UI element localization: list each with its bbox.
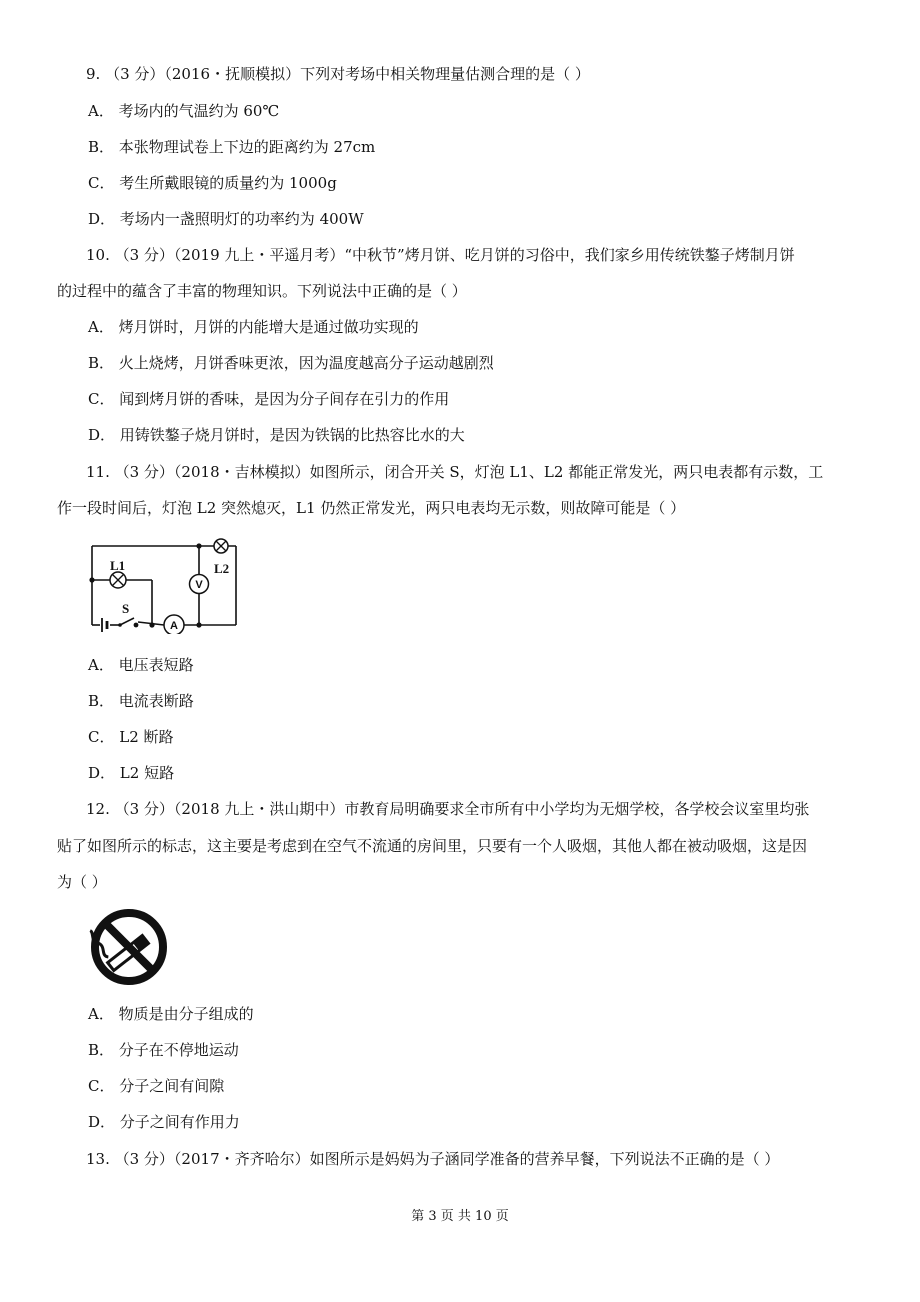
voltmeter-icon (190, 575, 209, 594)
question-10-stem-cont: 的过程中的蕴含了丰富的物理知识。下列说法中正确的是（ ） (57, 282, 467, 300)
voltmeter-label: V (195, 579, 203, 591)
question-10-option-c[interactable]: C． 闻到烤月饼的香味，是因为分子间存在引力的作用 (88, 390, 450, 408)
question-11-option-c[interactable]: C． L2 断路 (88, 728, 174, 746)
question-9-option-a[interactable]: A． 考场内的气温约为 60℃ (88, 102, 280, 120)
question-13-stem: 13. （3 分）（2017・齐齐哈尔）如图所示是妈妈为子涵同学准备的营养早餐，下列说法不正确的是（ ） (86, 1150, 780, 1168)
lamp-l2-icon (214, 539, 228, 553)
no-smoking-icon (89, 907, 169, 987)
question-12-option-c[interactable]: C． 分子之间有间隙 (88, 1077, 225, 1095)
circuit-diagram (86, 538, 242, 634)
question-12-option-b[interactable]: B． 分子在不停地运动 (88, 1041, 239, 1059)
page-footer: 第 3 页 共 10 页 (411, 1209, 509, 1224)
question-11-stem: 11. （3 分）（2018・吉林模拟）如图所示，闭合开关 S，灯泡 L1、L2 都能正常发光，两只电表都有示数，工 (86, 463, 824, 481)
question-9-option-b[interactable]: B． 本张物理试卷上下边的距离约为 27cm (88, 138, 376, 156)
question-10-option-b[interactable]: B． 火上烧烤，月饼香味更浓，因为温度越高分子运动越剧烈 (88, 354, 494, 372)
question-9-option-d[interactable]: D． 考场内一盏照明灯的功率约为 400W (88, 210, 364, 228)
question-9-stem: 9. （3 分）（2016・抚顺模拟）下列对考场中相关物理量估测合理的是（ ） (86, 65, 590, 83)
question-11-option-b[interactable]: B． 电流表断路 (88, 692, 194, 710)
ammeter-icon (164, 615, 184, 634)
question-9-option-c[interactable]: C． 考生所戴眼镜的质量约为 1000g (88, 174, 337, 192)
question-12-stem: 12. （3 分）（2018 九上・洪山期中）市教育局明确要求全市所有中小学均为无烟学校，各学校会议室里均张 (86, 800, 810, 818)
question-11-option-a[interactable]: A． 电压表短路 (88, 656, 194, 674)
question-11-option-d[interactable]: D． L2 短路 (88, 764, 175, 782)
question-11-stem-cont: 作一段时间后，灯泡 L2 突然熄灭，L1 仍然正常发光，两只电表均无示数，则故障可能是（ ） (57, 499, 686, 517)
question-12-option-d[interactable]: D． 分子之间有作用力 (88, 1113, 240, 1131)
switch-label: S (122, 601, 130, 616)
lamp-l1-icon (110, 572, 126, 588)
question-12-stem-cont: 贴了如图所示的标志，这主要是考虑到在空气不流通的房间里，只要有一个人吸烟，其他人都在被动吸烟，这是因 (57, 837, 808, 855)
ammeter-label: A (170, 620, 178, 632)
question-12-stem-cont2: 为（ ） (57, 873, 107, 891)
question-10-stem: 10. （3 分）（2019 九上・平遥月考）“中秋节”烤月饼、吃月饼的习俗中，我们家乡用传统铁鏊子烤制月饼 (86, 246, 795, 264)
lamp-l1-label: L1 (110, 558, 126, 573)
lamp-l2-label: L2 (214, 561, 230, 576)
question-12-option-a[interactable]: A． 物质是由分子组成的 (88, 1005, 254, 1023)
question-10-option-a[interactable]: A． 烤月饼时，月饼的内能增大是通过做功实现的 (88, 318, 419, 336)
question-10-option-d[interactable]: D． 用铸铁鏊子烧月饼时，是因为铁锅的比热容比水的大 (88, 426, 465, 444)
